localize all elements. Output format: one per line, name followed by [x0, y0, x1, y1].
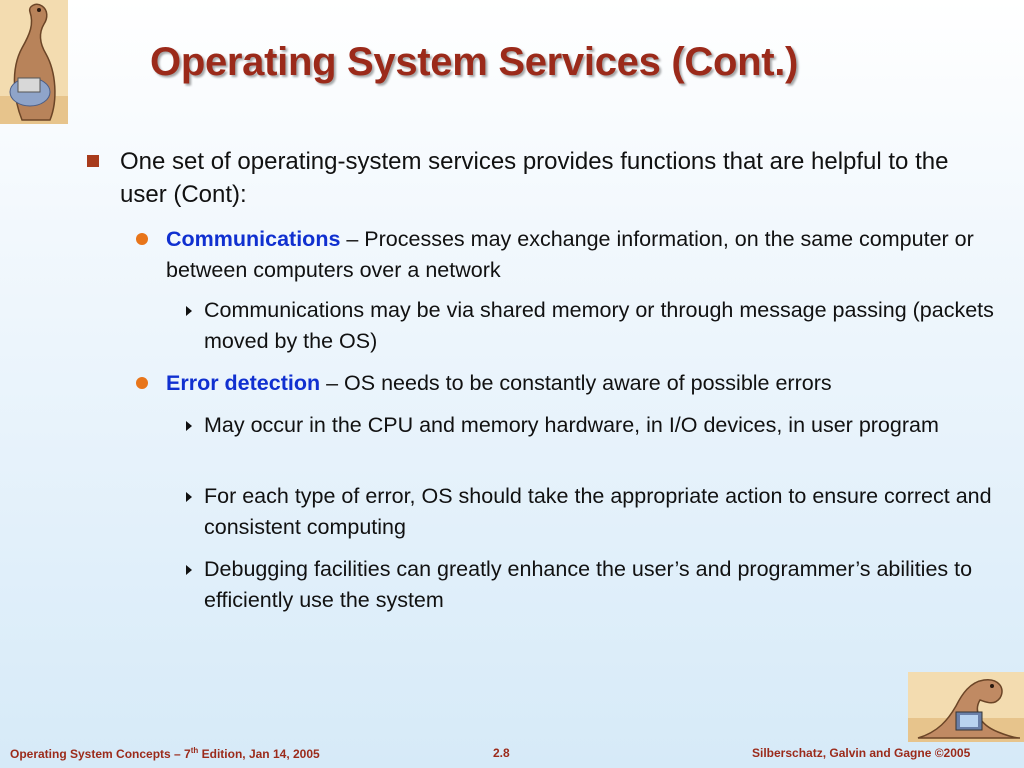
triangle-bullet-icon	[186, 492, 192, 502]
triangle-bullet-icon	[186, 565, 192, 575]
sub-bullet-text: For each type of error, OS should take the appropriate action to ensure correct and consistent computing	[204, 484, 992, 539]
term-error-detection: Error detection	[166, 371, 321, 395]
dinosaur-logo-icon	[0, 0, 68, 124]
footer-left: Operating System Concepts – 7th Edition, Jan 14, 2005	[10, 746, 320, 761]
bullet-level1-text: One set of operating-system services provides functions that are helpful to the user (Cont):	[120, 148, 949, 208]
dinosaur-laptop-icon	[908, 672, 1024, 742]
round-bullet-icon	[136, 233, 148, 245]
bullet-error-detection	[166, 368, 1006, 399]
term-communications: Communications	[166, 227, 341, 251]
bullet-communications	[166, 224, 1006, 285]
sub-bullet-text: Communications may be via shared memory or through message passing (packets moved by the OS)	[204, 298, 994, 353]
sub-bullet-text: May occur in the CPU and memory hardware, in I/O devices, in user program	[204, 413, 939, 437]
square-bullet-icon	[87, 155, 99, 167]
page-title: Operating System Services (Cont.)	[150, 40, 799, 84]
triangle-bullet-icon	[186, 306, 192, 316]
footer-right: Silberschatz, Galvin and Gagne ©2005	[752, 746, 971, 760]
triangle-bullet-icon	[186, 421, 192, 431]
communications-description: – Processes may exchange information, on the same computer or between computers over a network	[166, 227, 974, 282]
round-bullet-icon	[136, 377, 148, 389]
error-detection-description: – OS needs to be constantly aware of possible errors	[320, 371, 832, 395]
page-number: 2.8	[493, 746, 510, 760]
sub-bullet-text: Debugging facilities can greatly enhance the user’s and programmer’s abilities to efficiently use the system	[204, 557, 973, 612]
